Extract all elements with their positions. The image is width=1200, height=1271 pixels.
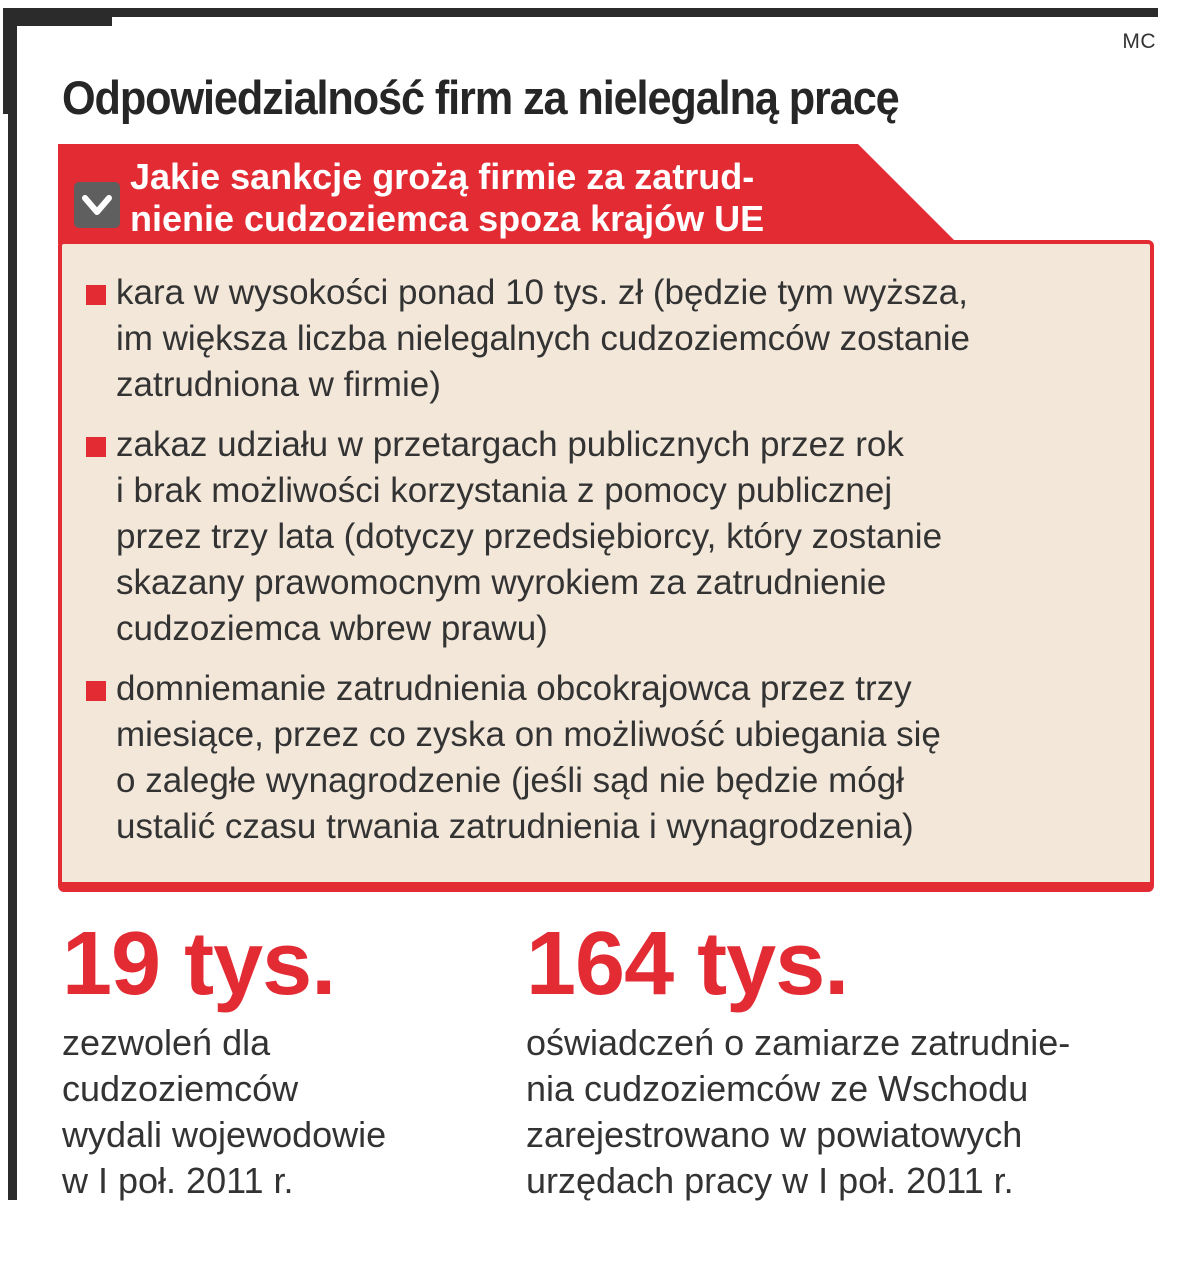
item-line: im większa liczba nielegalnych cudzoziemców zostanie xyxy=(116,319,970,358)
stat-desc-line: w I poł. 2011 r. xyxy=(62,1160,294,1201)
sanctions-list xyxy=(82,270,1142,864)
stat-desc-line: zezwoleń dla xyxy=(62,1022,271,1063)
item-line: przez trzy lata (dotyczy przedsiębiorcy, który zostanie xyxy=(116,517,943,556)
author-credit: MC xyxy=(1122,30,1156,53)
item-line: zatrudniona w firmie) xyxy=(116,365,441,404)
stat-declarations xyxy=(526,914,1070,1204)
list-item xyxy=(82,422,1142,652)
subtitle-line: Jakie sankcje grożą firmie za zatrud- xyxy=(130,156,755,197)
bullet-square-icon xyxy=(86,437,106,457)
stat-desc-line: wydali wojewodowie xyxy=(62,1114,387,1155)
sanctions-panel xyxy=(58,144,1154,892)
item-line: ustalić czasu trwania zatrudnienia i wynagrodzenia) xyxy=(116,807,914,846)
panel-subtitle xyxy=(130,156,764,240)
item-line: domniemanie zatrudnienia obcokrajowca przez trzy xyxy=(116,669,912,708)
bullet-square-icon xyxy=(86,285,106,305)
subtitle-line: nienie cudzoziemca spoza krajów UE xyxy=(130,198,765,239)
stat-value: 19 tys. xyxy=(62,914,336,1014)
stat-desc-line: urzędach pracy w I poł. 2011 r. xyxy=(526,1160,1014,1201)
frame-top-rule xyxy=(8,8,1158,17)
stat-desc-line: nia cudzoziemców ze Wschodu xyxy=(526,1068,1029,1109)
stat-desc-line: cudzoziemców xyxy=(62,1068,299,1109)
frame-corner-cap xyxy=(8,8,112,26)
item-line: skazany prawomocnym wyrokiem za zatrudnienie xyxy=(116,563,887,602)
stat-desc-line: zarejestrowano w powiatowych xyxy=(526,1114,1023,1155)
list-item xyxy=(82,666,1142,850)
item-line: i brak możliwości korzystania z pomocy publicznej xyxy=(116,471,893,510)
stat-desc-line: oświadczeń o zamiarze zatrudnie- xyxy=(526,1022,1071,1063)
stat-description xyxy=(62,1020,386,1204)
item-line: o zaległe wynagrodzenie (jeśli sąd nie będzie mógł xyxy=(116,761,904,800)
item-line: zakaz udziału w przetargach publicznych przez rok xyxy=(116,425,904,464)
frame-left-rule xyxy=(8,8,17,1200)
item-line: miesiące, przez co zyska on możliwość ubiegania się xyxy=(116,715,941,754)
bullet-square-icon xyxy=(86,681,106,701)
item-line: cudzoziemca wbrew prawu) xyxy=(116,609,548,648)
stat-permits xyxy=(62,914,386,1204)
chevron-down-icon xyxy=(74,182,120,228)
stat-description xyxy=(526,1020,1070,1204)
stat-value: 164 tys. xyxy=(526,914,849,1014)
list-item xyxy=(82,270,1142,408)
page-title: Odpowiedzialność firm za nielegalną pracę xyxy=(62,71,899,124)
item-line: kara w wysokości ponad 10 tys. zł (będzie tym wyższa, xyxy=(116,273,968,312)
